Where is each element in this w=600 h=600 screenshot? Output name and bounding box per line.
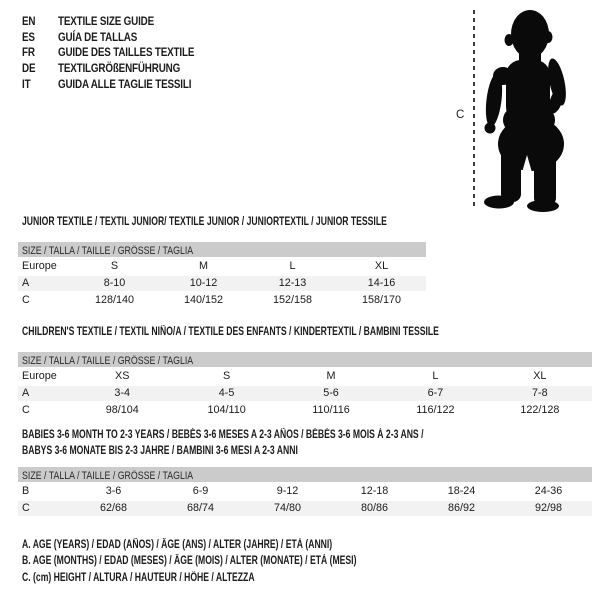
row-label: A	[22, 387, 30, 399]
footnote-b: B. AGE (MONTHS) / EDAD (MESES) / ÂGE (MOIS) / ALTER (MONATE) / ETÀ (MESI)	[22, 555, 357, 568]
babies-size-table	[18, 427, 592, 516]
language-code: DE	[22, 61, 36, 76]
junior-size-table	[18, 214, 426, 308]
size-cell: 104/110	[207, 404, 246, 416]
row-label: B	[22, 485, 30, 497]
row-label: C	[22, 404, 30, 416]
size-cell: 80/86	[360, 502, 389, 514]
table-row-age-months	[18, 484, 592, 499]
row-label: Europe	[22, 370, 57, 382]
table-row-height	[18, 501, 592, 516]
size-cell: 86/92	[447, 502, 476, 514]
children-size-table	[18, 324, 592, 418]
size-cell: XS	[115, 370, 130, 382]
size-cell: 98/104	[105, 404, 139, 416]
size-cell: 62/68	[99, 502, 128, 514]
size-header-bar	[18, 352, 592, 367]
language-title: TEXTILGRÖßENFÜHRUNG	[58, 61, 181, 76]
size-cell: 18-24	[447, 485, 476, 497]
row-label: Europe	[22, 260, 57, 272]
table-row-europe	[18, 259, 426, 274]
row-label: C	[22, 502, 30, 514]
size-header-bar	[18, 467, 592, 482]
size-cell: 6-9	[192, 485, 209, 497]
height-measure-dashed-line	[473, 10, 475, 208]
language-title: GUIDE DES TAILLES TEXTILE	[58, 45, 195, 60]
table-title-line1: BABIES 3-6 MONTH TO 2-3 YEARS / BEBÉS 3-6 MESES A 2-3 AÑOS / BÉBÉS 3-6 MOIS À 2-3 ANS /	[22, 429, 424, 441]
size-cell: 6-7	[427, 387, 444, 399]
size-header-bar	[18, 242, 426, 257]
size-cell: 140/152	[183, 294, 224, 306]
size-header-text: SIZE / TALLA / TAILLE / GRÖSSE / TAGLIA	[22, 245, 194, 257]
size-cell: XL	[374, 260, 389, 272]
size-cell: 10-12	[189, 277, 218, 289]
language-code: IT	[22, 76, 31, 91]
size-cell: 122/128	[520, 404, 560, 416]
height-measure-label: C	[456, 109, 465, 121]
size-cell: 8-10	[103, 277, 126, 289]
table-title: CHILDREN'S TEXTILE / TEXTIL NIÑO/A / TEXTILE DES ENFANTS / KINDERTEXTIL / BAMBINI TESSILE	[22, 326, 439, 338]
size-header-text: SIZE / TALLA / TAILLE / GRÖSSE / TAGLIA	[22, 470, 194, 482]
size-cell: 92/98	[534, 502, 563, 514]
size-cell: 3-4	[114, 387, 130, 399]
baby-silhouette-icon	[481, 8, 569, 212]
size-cell: 116/122	[416, 404, 455, 416]
size-cell: 4-5	[218, 387, 235, 399]
size-cell: M	[199, 260, 208, 272]
size-cell: 110/116	[312, 404, 350, 416]
size-cell: 9-12	[276, 485, 299, 497]
size-cell: 158/170	[361, 294, 402, 306]
table-title: JUNIOR TEXTILE / TEXTIL JUNIOR/ TEXTILE JUNIOR / JUNIORTEXTIL / JUNIOR TESSILE	[22, 216, 387, 228]
size-cell: 3-6	[105, 485, 122, 497]
table-title-line2: BABYS 3-6 MONATE BIS 2-3 JAHRE / BAMBINI 3-6 MESI A 2-3 ANNI	[22, 445, 298, 457]
language-title: TEXTILE SIZE GUIDE	[58, 14, 155, 28]
size-cell: 14-16	[367, 277, 396, 289]
row-label: A	[22, 277, 30, 289]
row-label: C	[22, 294, 30, 306]
footnote-a: A. AGE (YEARS) / EDAD (AÑOS) / ÂGE (ANS) / ALTER (JAHRE) / ETÀ (ANNI)	[22, 539, 333, 551]
language-title: GUIDA ALLE TAGLIE TESSILI	[58, 76, 192, 91]
size-cell: 68/74	[186, 502, 215, 514]
size-cell: L	[432, 370, 439, 382]
table-row-height	[18, 293, 426, 308]
language-code: EN	[22, 14, 36, 28]
size-cell: 152/158	[272, 294, 313, 306]
size-cell: S	[223, 370, 231, 382]
size-cell: S	[110, 260, 119, 272]
language-title: GUÍA DE TALLAS	[58, 29, 138, 44]
language-code: FR	[22, 45, 35, 60]
size-cell: L	[289, 260, 296, 272]
table-row-age	[18, 276, 426, 291]
size-cell: 7-8	[532, 387, 548, 399]
table-row-height	[18, 403, 592, 418]
language-code: ES	[22, 29, 35, 44]
size-cell: XL	[533, 370, 547, 382]
size-cell: 74/80	[273, 502, 302, 514]
size-cell: 12-18	[360, 485, 389, 497]
size-cell: M	[326, 370, 336, 382]
footnotes-block	[22, 537, 468, 586]
size-cell: 24-36	[534, 485, 563, 497]
table-row-europe	[18, 369, 592, 384]
size-cell: 12-13	[278, 277, 307, 289]
table-row-age	[18, 386, 592, 401]
size-cell: 128/140	[94, 294, 135, 306]
footnote-c: C. (cm) HEIGHT / ALTURA / HAUTEUR / HÖHE / ALTEZZA	[22, 571, 255, 584]
size-cell: 5-6	[323, 387, 339, 399]
size-header-text: SIZE / TALLA / TAILLE / GRÖSSE / TAGLIA	[22, 355, 194, 367]
